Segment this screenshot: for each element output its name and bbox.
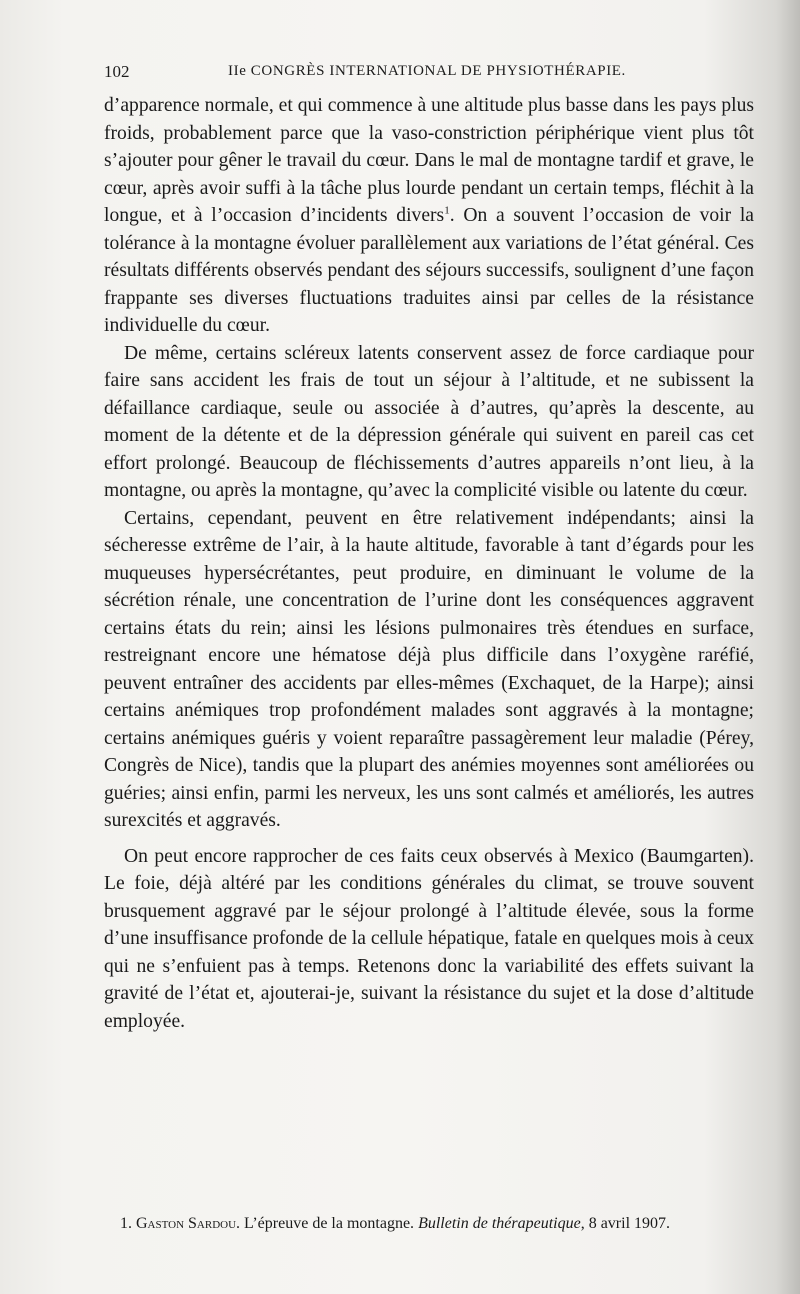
paragraph-4: On peut encore rapprocher de ces faits ceux observés à Mexico (Baumgarten). Le foie, déjà altéré par les conditions générales du climat, se trouve souvent brusquement aggravé par le séjour prolongé à l’altitude élevée, sous la forme d’une insuffisance profonde de la cellule hépatique, fatale en quelques mois à ceux qui ne s’enfuient pas à temps. Retenons donc la variabilité des effets suivant la gravité de l’état et, ajouterai-je, suivant la résistance du sujet et la dose d’altitude employée.: [104, 845, 754, 1032]
body-text: [104, 92, 754, 1035]
running-header: [104, 62, 764, 86]
page-number: 102: [104, 62, 130, 81]
paragraph-1: [104, 92, 754, 340]
footnote-author: Gaston Sardou.: [136, 1215, 241, 1232]
footnote: [120, 1213, 760, 1235]
footnote-journal: Bulletin de thérapeutique: [418, 1215, 581, 1232]
footnote-number: 1.: [120, 1215, 132, 1232]
paragraph-1-continuation: . On a souvent l’occasion de voir la tolérance à la montagne évoluer parallèlement aux variations de l’état général. Ces résultats différents observés pendant des séjours successifs, soulignent d’une façon frappante ses diverses fluctuations traduites ainsi par celles de la résistance individuelle du cœur.: [104, 205, 755, 336]
running-title: IIe CONGRÈS INTERNATIONAL DE PHYSIOTHÉRAPIE.: [228, 63, 626, 79]
paragraph-3: Certains, cependant, peuvent en être relativement indépendants; ainsi la sécheresse extrême de l’air, à la haute altitude, favorable à tant d’égards pour les muqueuses hypersécrétantes, peut produire, en diminuant le volume de la sécrétion rénale, une concentration de l’urine dont les conséquences aggravent certains états du rein; ainsi les lésions pulmonaires très étendues en surface, restreignant encore une hématose déjà plus difficile dans l’oxygène raréfié, peuvent entraîner des accidents par elles-mêmes (Exchaquet, de la Harpe); ainsi certains anémiques trop profondément malades sont aggravés à la montagne; certains anémiques guéris y voient reparaître passagèrement leur maladie (Pérey, Congrès de Nice), tandis que la plupart des anémies moyennes sont améliorées ou guéries; ainsi enfin, parmi les nerveux, les uns sont calmés et améliorés, les autres surexcités et aggravés.: [104, 507, 754, 831]
footnote-date: , 8 avril 1907.: [580, 1215, 671, 1232]
paragraph-2: De même, certains scléreux latents conservent assez de force cardiaque pour faire sans accident les frais de tout un séjour à l’altitude, et ne subissent la défaillance cardiaque, seule ou associée à d’autres, qu’après la descente, au moment de la détente et de la dépression générale qui suivent en pareil cas cet effort prolongé. Beaucoup de fléchissements d’autres appareils n’ont lieu, à la montagne, ou après la montagne, qu’avec la complicité visible ou latente du cœur.: [104, 342, 754, 501]
paragraph-1-text: d’apparence normale, et qui commence à une altitude plus basse dans les pays plus froids, probablement parce que la vaso-constriction périphérique vient plus tôt s’ajouter pour gêner le travail du cœur. Dans le mal de montagne tardif et grave, le cœur, après avoir suffi à la tâche plus lourde pendant un certain temps, fléchit à la longue, et à l’occasion d’incidents divers: [104, 95, 754, 226]
footnote-title: L’épreuve de la montagne.: [244, 1215, 415, 1232]
footnote-reference: 1: [444, 204, 450, 217]
